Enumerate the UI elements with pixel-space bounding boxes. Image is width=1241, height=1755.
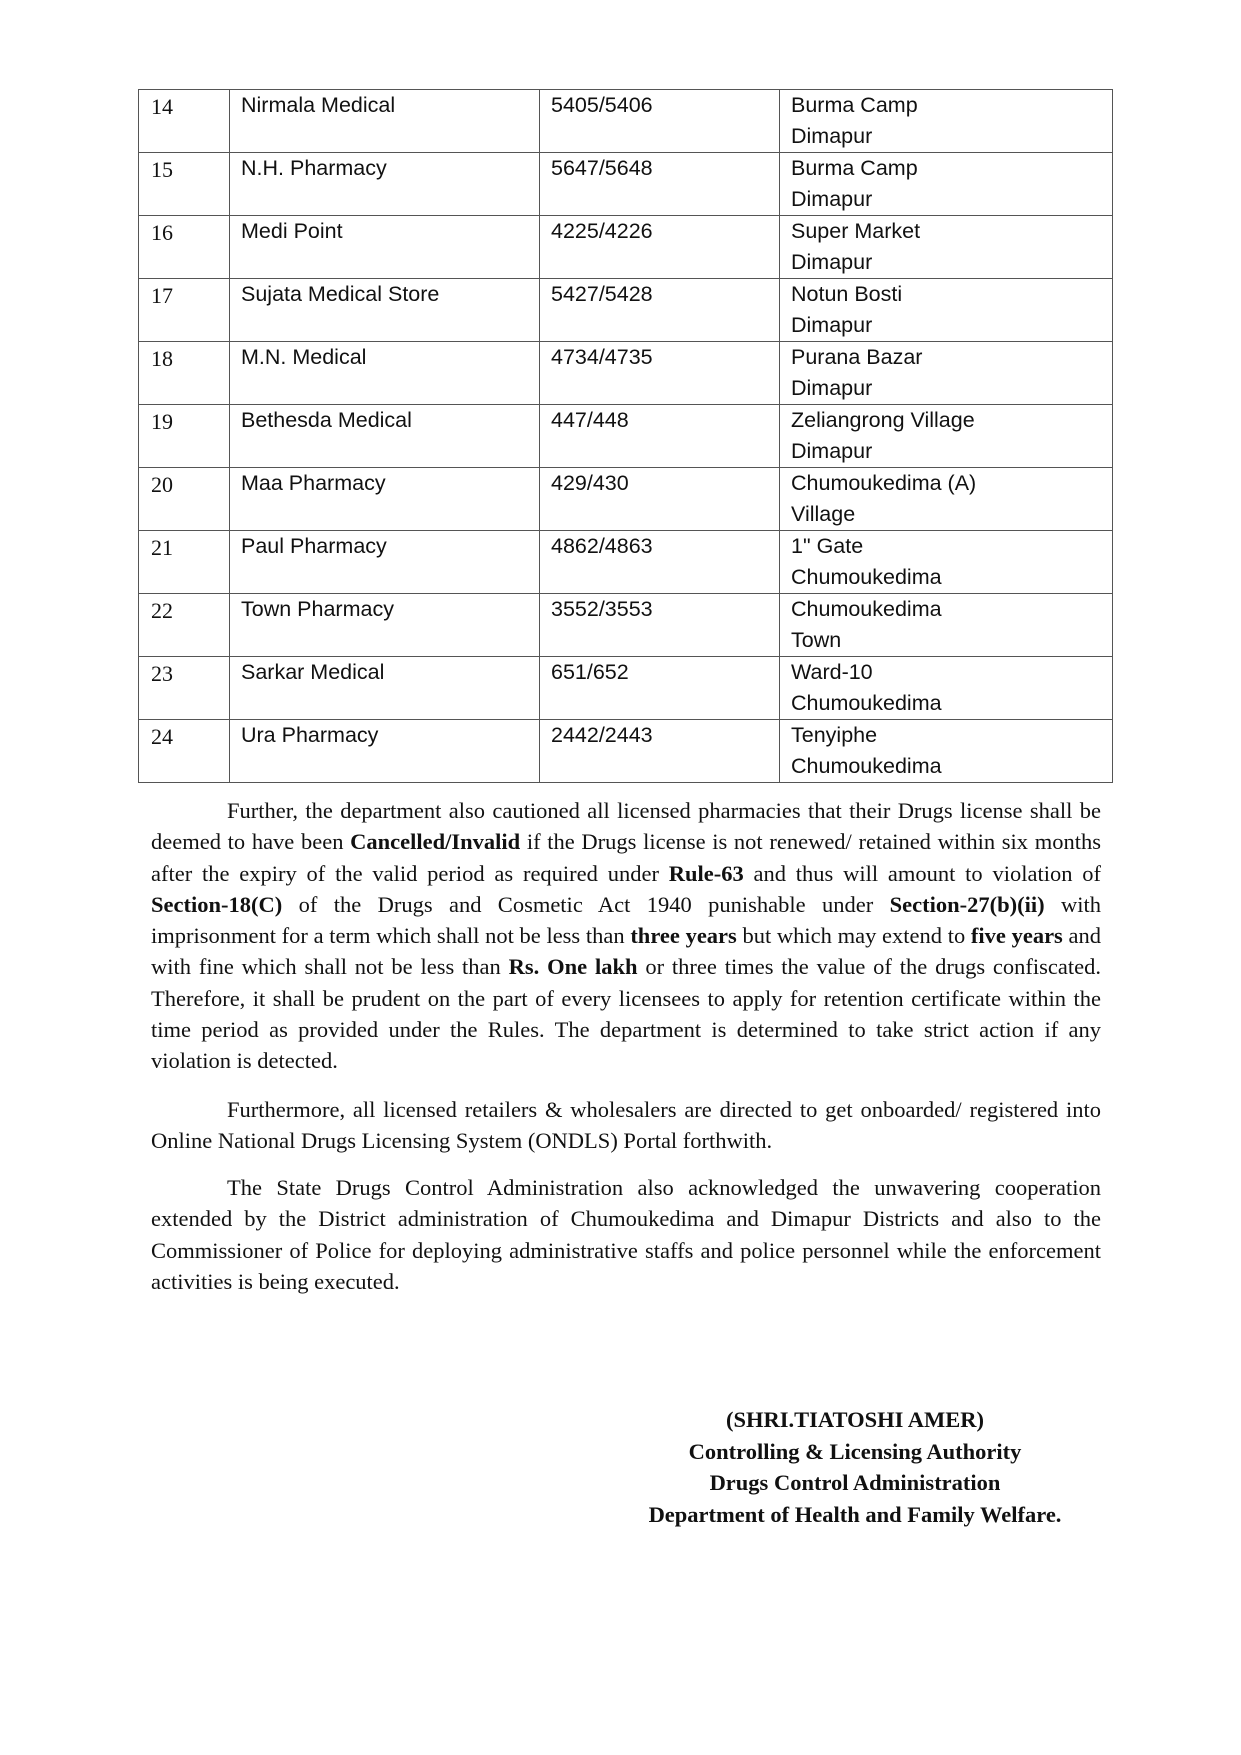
- caution-text-8: or three times the value of the drugs confiscated. Therefore, it shall be prudent on the part of every licensees to apply for retention certificate within the time period as provided under the Rules. The department is determined to take strict action if any violation is detected.: [151, 954, 1101, 1074]
- caution-bold-five-years: five years: [970, 923, 1063, 949]
- address-line: Dimapur: [791, 313, 873, 337]
- serial-number-cell: 18: [139, 342, 230, 405]
- signatory-designation: Controlling & Licensing Authority: [688, 1438, 1022, 1464]
- signatory-name: (SHRI.TIATOSHI AMER): [726, 1407, 984, 1432]
- address-cell: [780, 279, 1113, 342]
- pharmacy-name-cell: Bethesda Medical: [230, 405, 540, 468]
- pharmacy-table-body: [139, 90, 1113, 783]
- ondls-text: Furthermore, all licensed retailers & wholesalers are directed to get onboarded/ registered into Online National Drugs Licensing System (ONDLS) Portal forthwith.: [151, 1097, 1101, 1154]
- address-cell: [780, 90, 1113, 153]
- license-number-cell: 4225/4226: [540, 216, 780, 279]
- address-line: Tenyiphe: [791, 723, 878, 747]
- license-number-cell: 5427/5428: [540, 279, 780, 342]
- address-cell: [780, 531, 1113, 594]
- table-row: [139, 657, 1113, 720]
- pharmacy-name-cell: Medi Point: [230, 216, 540, 279]
- address-line: Burma Camp: [791, 93, 918, 117]
- caution-text-3: and thus will amount to violation of: [743, 860, 1101, 886]
- serial-number-cell: 23: [139, 657, 230, 720]
- pharmacy-name-cell: Maa Pharmacy: [230, 468, 540, 531]
- table-row: [139, 468, 1113, 531]
- license-number-cell: 2442/2443: [540, 720, 780, 783]
- address-line: Zeliangrong Village: [791, 408, 975, 432]
- caution-text-1: Further, the department also cautioned all licensed pharmacies that their Drugs license shall be deemed to have been: [151, 798, 1101, 855]
- serial-number-cell: 20: [139, 468, 230, 531]
- address-line: Dimapur: [791, 439, 873, 463]
- license-number-cell: 447/448: [540, 405, 780, 468]
- address-line: 1" Gate: [791, 534, 864, 558]
- caution-text-5: with imprisonment for a term which shall not be less than: [151, 891, 1101, 949]
- address-line: Burma Camp: [791, 156, 918, 180]
- address-cell: [780, 405, 1113, 468]
- signatory-office: Drugs Control Administration: [709, 1470, 1001, 1495]
- license-number-cell: 4862/4863: [540, 531, 780, 594]
- caution-bold-section-27: Section-27(b)(ii): [889, 891, 1045, 917]
- caution-text-7: and with fine which shall not be less than: [151, 923, 1101, 980]
- serial-number-cell: 19: [139, 405, 230, 468]
- pharmacy-name-cell: Ura Pharmacy: [230, 720, 540, 783]
- serial-number-cell: 14: [139, 90, 230, 153]
- license-number-cell: 5405/5406: [540, 90, 780, 153]
- pharmacy-list-table: [138, 89, 1113, 783]
- table-row: [139, 594, 1113, 657]
- address-line: Dimapur: [791, 187, 873, 211]
- address-line: Chumoukedima: [791, 565, 942, 589]
- table-row: [139, 405, 1113, 468]
- acknowledgement-text: The State Drugs Control Administration also acknowledged the unwavering cooperation extended by the District administration of Chumoukedima and Dimapur Districts and also to the Commissioner of Police for deploying administrative staffs and police personnel while the enforcement activities is being executed.: [151, 1175, 1101, 1294]
- acknowledgement-paragraph: [151, 1172, 1101, 1297]
- address-cell: [780, 216, 1113, 279]
- pharmacy-name-cell: Town Pharmacy: [230, 594, 540, 657]
- caution-bold-cancelled: Cancelled/Invalid: [350, 829, 521, 855]
- caution-paragraph: [151, 795, 1101, 1077]
- address-line: Town: [791, 628, 842, 652]
- serial-number-cell: 24: [139, 720, 230, 783]
- license-number-cell: 5647/5648: [540, 153, 780, 216]
- address-line: Dimapur: [791, 376, 873, 400]
- address-line: Chumoukedima: [791, 691, 942, 715]
- serial-number-cell: 17: [139, 279, 230, 342]
- address-line: Ward-10: [791, 660, 873, 684]
- address-line: Chumoukedima: [791, 754, 942, 778]
- address-line: Dimapur: [791, 250, 873, 274]
- table-row: [139, 279, 1113, 342]
- table-row: [139, 90, 1113, 153]
- address-line: Super Market: [791, 219, 921, 243]
- table-row: [139, 720, 1113, 783]
- caution-bold-rule: Rule-63: [668, 860, 744, 886]
- caution-text-6: but which may extend to: [736, 923, 971, 949]
- address-line: Dimapur: [791, 124, 873, 148]
- pharmacy-name-cell: N.H. Pharmacy: [230, 153, 540, 216]
- license-number-cell: 651/652: [540, 657, 780, 720]
- signatory-department: Department of Health and Family Welfare.: [648, 1501, 1062, 1527]
- ondls-paragraph: [151, 1094, 1101, 1157]
- serial-number-cell: 22: [139, 594, 230, 657]
- address-line: Chumoukedima (A): [791, 471, 977, 495]
- serial-number-cell: 21: [139, 531, 230, 594]
- license-number-cell: 4734/4735: [540, 342, 780, 405]
- serial-number-cell: 16: [139, 216, 230, 279]
- address-line: Purana Bazar: [791, 345, 923, 369]
- caution-bold-fine: Rs. One lakh: [508, 954, 638, 980]
- table-row: [139, 216, 1113, 279]
- address-line: Notun Bosti: [791, 282, 903, 306]
- caution-bold-three-years: three years: [630, 923, 737, 949]
- caution-text-2: if the Drugs license is not renewed/ retained within six months after the expiry of the valid period as required under: [151, 829, 1101, 886]
- address-cell: [780, 468, 1113, 531]
- pharmacy-name-cell: Sarkar Medical: [230, 657, 540, 720]
- address-cell: [780, 153, 1113, 216]
- pharmacy-name-cell: Nirmala Medical: [230, 90, 540, 153]
- address-cell: [780, 594, 1113, 657]
- pharmacy-name-cell: M.N. Medical: [230, 342, 540, 405]
- pharmacy-name-cell: Sujata Medical Store: [230, 279, 540, 342]
- address-cell: [780, 342, 1113, 405]
- pharmacy-name-cell: Paul Pharmacy: [230, 531, 540, 594]
- caution-text-4: of the Drugs and Cosmetic Act 1940 punishable under: [282, 891, 890, 917]
- serial-number-cell: 15: [139, 153, 230, 216]
- caution-bold-section-18: Section-18(C): [151, 891, 283, 917]
- table-row: [139, 342, 1113, 405]
- table-row: [139, 531, 1113, 594]
- signature-block: [600, 1404, 1110, 1530]
- address-line: Chumoukedima: [791, 597, 942, 621]
- address-line: Village: [791, 502, 856, 526]
- license-number-cell: 429/430: [540, 468, 780, 531]
- table-row: [139, 153, 1113, 216]
- address-cell: [780, 657, 1113, 720]
- address-cell: [780, 720, 1113, 783]
- license-number-cell: 3552/3553: [540, 594, 780, 657]
